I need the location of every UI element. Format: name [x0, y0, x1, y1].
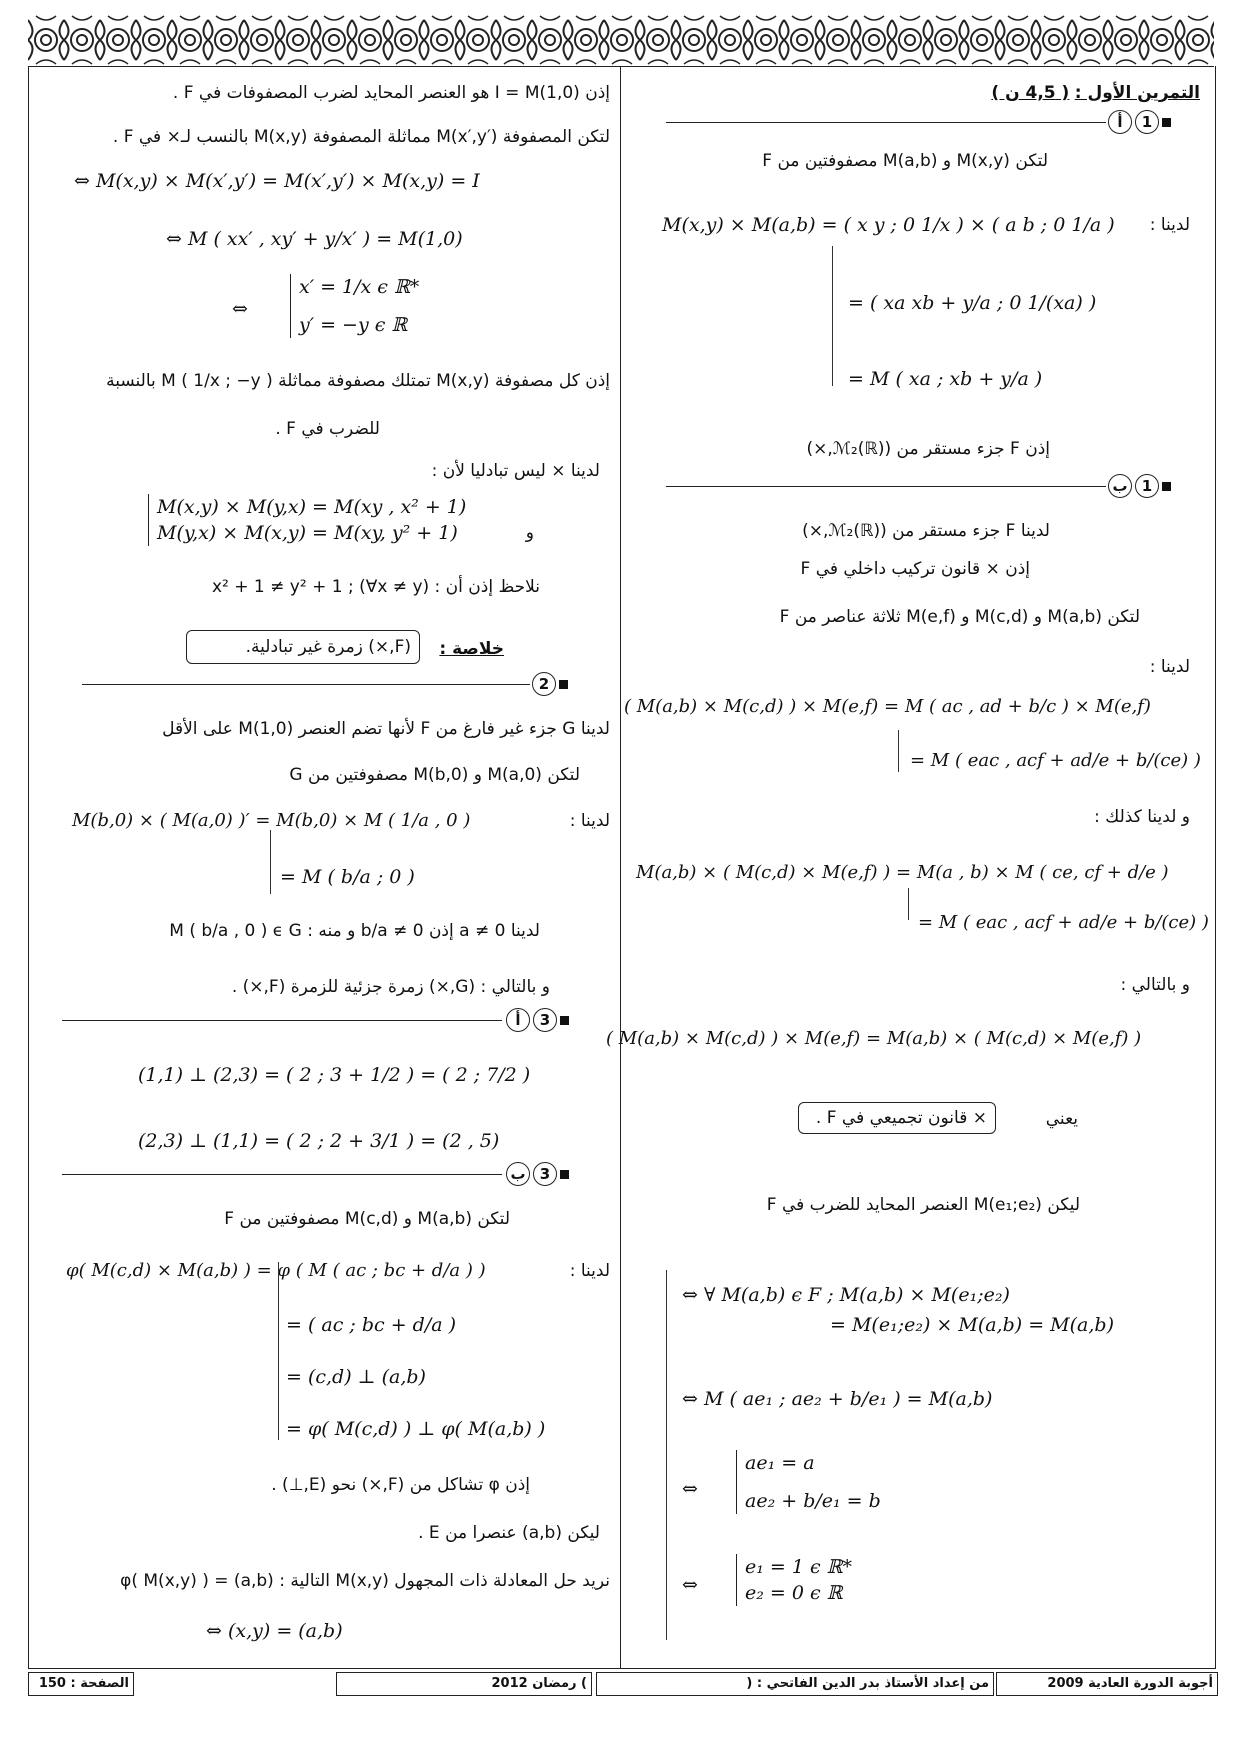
- right-line: يعني: [1045, 1109, 1078, 1129]
- right-math: ( M(a,b) × M(c,d) ) × M(e,f) = M ( ac , ad + b/c ) × M(e,f): [624, 696, 1151, 717]
- left-line: و: [525, 523, 534, 543]
- right-math: ( M(a,b) × M(c,d) ) × M(e,f) = M(a,b) × ( M(c,d) × M(e,f) ): [606, 1028, 1142, 1049]
- left-line: نلاحظ إذن أن : x² + 1 ≠ y² + 1 ; (∀x ≠ y): [212, 577, 540, 597]
- associativity-conclusion-box: × قانون تجميعي في F .: [798, 1102, 996, 1134]
- left-line: لدينا :: [569, 811, 610, 831]
- left-line: إذن I = M(1,0) هو العنصر المحايد لضرب المصفوفات في F .: [172, 83, 610, 103]
- left-math: (1,1) ⊥ (2,3) = ( 2 ; 3 + 1/2 ) = ( 2 ; 7/2 ): [138, 1064, 531, 1086]
- question-2-badge: 2: [532, 672, 568, 696]
- section-rule: [62, 1174, 502, 1175]
- right-math: ⇔: [682, 1478, 698, 1500]
- right-system: e₁ = 1 ϵ ℝ* e₂ = 0 ϵ ℝ: [736, 1554, 1045, 1606]
- right-line: و بالتالي :: [1120, 975, 1190, 995]
- column-divider: [620, 66, 621, 1668]
- decorative-border: [28, 14, 1214, 67]
- ornament-pattern-icon: [28, 14, 1214, 66]
- exercise-heading: [950, 80, 1200, 106]
- left-system: M(x,y) × M(y,x) = M(xy , x² + 1) M(y,x) × M(x,y) = M(xy, y² + 1): [148, 494, 517, 546]
- conclusion-label: خلاصة :: [439, 639, 504, 659]
- footer-date: ) رمضان 2012: [336, 1672, 592, 1696]
- left-line: لدينا a ≠ 0 إذن b/a ≠ 0 و منه : M ( b/a , 0 ) ϵ G: [169, 921, 540, 941]
- left-line: و بالتالي : (G,×) زمرة جزئية للزمرة (F,×) .: [231, 977, 550, 997]
- left-math: = ( ac ; bc + d/a ): [286, 1314, 457, 1336]
- section-rule: [62, 1020, 502, 1021]
- left-line: لدينا :: [569, 1261, 610, 1281]
- right-math: M(x,y) × M(a,b) = ( x y ; 0 1/x ) × ( a b ; 0 1/a ): [662, 214, 1115, 236]
- footer-author: من إعداد الأستاذ بدر الدين الفاتحي : (: [596, 1672, 994, 1696]
- left-line: نريد حل المعادلة ذات المجهول M(x,y) التالية : φ( M(x,y) ) = (a,b): [120, 1571, 610, 1591]
- right-math: ⇔ M ( ae₁ ; ae₂ + b/e₁ ) = M(a,b): [682, 1388, 993, 1410]
- right-line: إذن F جزء مستقر من (ℳ₂(ℝ),×): [806, 439, 1050, 459]
- section-rule: [666, 486, 1106, 487]
- right-math: M(a,b) × ( M(c,d) × M(e,f) ) = M(a , b) × M ( ce, cf + d/e ): [636, 862, 1169, 883]
- derivation-bar: [832, 246, 833, 386]
- question-3a-badge: أ 3: [506, 1008, 569, 1032]
- right-line: لدينا :: [1149, 215, 1190, 235]
- footer-page-number: الصفحة : 150: [28, 1672, 134, 1696]
- left-system: x′ = 1/x ϵ ℝ* y′ = −y ϵ ℝ: [290, 274, 499, 338]
- right-line: لدينا F جزء مستقر من (ℳ₂(ℝ),×): [802, 521, 1050, 541]
- left-math: ⇔ M(x,y) × M(x′,y′) = M(x′,y′) × M(x,y) = I: [74, 170, 480, 192]
- left-line: لتكن M(a,0) و M(b,0) مصفوفتين من G: [289, 765, 580, 785]
- section-rule: [82, 684, 530, 685]
- section-rule: [666, 122, 1106, 123]
- left-line: إذن φ تشاكل من (F,×) نحو (E,⊥) .: [271, 1475, 530, 1495]
- derivation-bar: [908, 888, 909, 920]
- question-3b-badge: ب 3: [506, 1162, 569, 1186]
- right-line: و لدينا كذلك :: [1094, 807, 1190, 827]
- right-math: = M ( eac , acf + ad/e + b/(ce) ): [910, 750, 1201, 771]
- right-math: = M ( eac , acf + ad/e + b/(ce) ): [918, 912, 1209, 933]
- left-line: إذن كل مصفوفة M(x,y) تمتلك مصفوفة مماثلة M ( 1/x ; −y ) بالنسبة: [106, 371, 610, 391]
- left-math: φ( M(c,d) × M(a,b) ) = φ ( M ( ac ; bc + d/a ) ): [66, 1260, 486, 1281]
- exercise-points: ( 4,5 ن ): [991, 83, 1070, 103]
- question-1b-badge: ب 1: [1108, 474, 1171, 498]
- left-math: = M ( b/a ; 0 ): [280, 866, 415, 888]
- left-line: لدينا G جزء غير فارغ من F لأنها تضم العنصر M(1,0) على الأقل: [162, 719, 610, 739]
- right-system: ae₁ = a ae₂ + b/e₁ = b: [736, 1450, 1045, 1514]
- right-math: ⇔: [682, 1574, 698, 1596]
- left-line: لتكن M(a,b) و M(c,d) مصفوفتين من F: [224, 1209, 510, 1229]
- left-math: ⇔: [232, 298, 248, 320]
- right-math: = M(e₁;e₂) × M(a,b) = M(a,b): [830, 1314, 1114, 1336]
- right-math: = ( xa xb + y/a ; 0 1/(xa) ): [848, 292, 1097, 314]
- derivation-bar: [270, 830, 271, 894]
- footer-session: أجوبة الدورة العادية 2009: [996, 1672, 1218, 1696]
- right-line: ليكن M(e₁;e₂) العنصر المحايد للضرب في F: [766, 1195, 1080, 1215]
- exercise-title: التمرين الأول :: [1074, 83, 1200, 103]
- derivation-bar: [278, 1262, 279, 1440]
- question-1a-badge: أ 1: [1108, 110, 1171, 134]
- left-math: M(b,0) × ( M(a,0) )′ = M(b,0) × M ( 1/a , 0 ): [72, 810, 471, 831]
- left-math: (2,3) ⊥ (1,1) = ( 2 ; 2 + 3/1 ) = (2 , 5): [138, 1130, 500, 1152]
- right-line: لتكن M(a,b) و M(c,d) و M(e,f) ثلاثة عناصر من F: [779, 607, 1140, 627]
- group-conclusion-box: (F,×) زمرة غير تبادلية.: [186, 630, 420, 664]
- right-line: لدينا :: [1149, 657, 1190, 677]
- left-math: = (c,d) ⊥ (a,b): [286, 1366, 426, 1388]
- left-math: ⇔ M ( xx′ , xy′ + y/x′ ) = M(1,0): [166, 228, 463, 250]
- derivation-bar: [898, 730, 899, 772]
- right-line: لتكن M(x,y) و M(a,b) مصفوفتين من F: [762, 151, 1048, 171]
- left-line: ليكن (a,b) عنصرا من E .: [418, 1523, 600, 1543]
- right-math: ⇔ ∀ M(a,b) ϵ F ; M(a,b) × M(e₁;e₂): [682, 1284, 1010, 1306]
- right-line: إذن × قانون تركيب داخلي في F: [800, 559, 1030, 579]
- left-line: لدينا × ليس تبادليا لأن :: [431, 461, 600, 481]
- left-math: = φ( M(c,d) ) ⊥ φ( M(a,b) ): [286, 1418, 546, 1440]
- left-math: ⇔ (x,y) = (a,b): [206, 1620, 343, 1642]
- left-line: لتكن المصفوفة M(x′,y′) مماثلة المصفوفة M(x,y) بالنسب لـ× في F .: [112, 127, 610, 147]
- right-math: = M ( xa ; xb + y/a ): [848, 368, 1043, 390]
- derivation-bar: [666, 1270, 667, 1640]
- left-line: للضرب في F .: [275, 419, 380, 439]
